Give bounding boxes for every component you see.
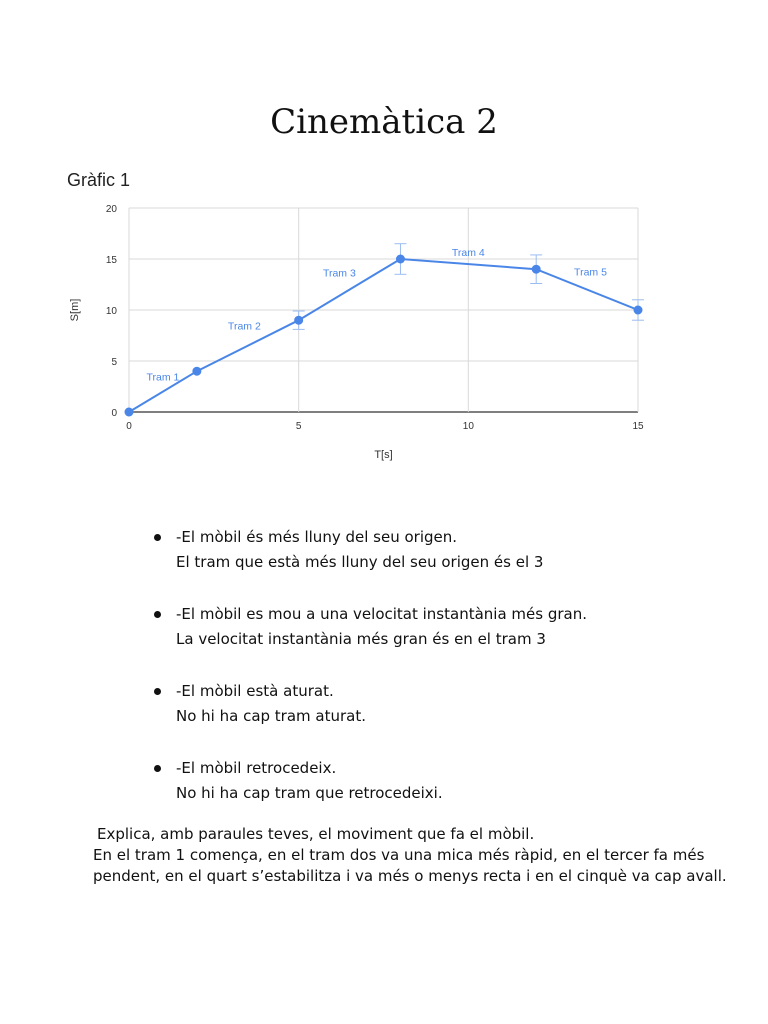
question-text: -El mòbil està aturat. [152,682,712,707]
explanation-prompt: Explica, amb paraules teves, el moviment que fa el mòbil. [97,825,535,843]
x-tick-label: 15 [632,421,644,432]
segment-annotation: Tram 2 [227,320,261,333]
answer-text: No hi ha cap tram aturat. [176,707,367,725]
y-tick-label: 15 [105,255,117,266]
data-point [532,265,541,274]
data-point [294,316,303,325]
data-point [192,367,201,376]
x-axis-label: T[s] [374,449,393,461]
segment-annotation: Tram 4 [451,246,485,259]
data-point [125,408,134,417]
y-tick-label: 10 [105,306,117,317]
question-item [152,528,712,605]
x-tick-label: 10 [462,421,474,432]
chart-title: Gràfic 1 [67,170,131,190]
question-text: -El mòbil és més lluny del seu origen. [152,528,712,553]
explanation-answer: En el tram 1 comença, en el tram dos va una mica més ràpid, en el tercer fa més pendent, en el quart s’estabilitza i va més o menys recta i en el cinquè va cap avall. [93,846,727,885]
segment-annotation: Tram 3 [322,267,356,280]
data-point [634,306,643,315]
y-axis-label: S[m] [69,298,81,322]
question-list [152,528,712,836]
explanation-section [93,824,733,887]
page-title: Cinemàtica 2 [270,102,498,142]
segment-annotation: Tram 5 [574,266,607,279]
answer-text: El tram que està més lluny del seu origen és el 3 [176,553,544,571]
series-line [129,259,638,412]
x-tick-label: 0 [126,421,132,432]
answer-text: La velocitat instantània més gran és en el tram 3 [176,630,546,648]
y-tick-label: 0 [111,408,117,419]
y-tick-label: 5 [111,357,117,368]
question-text: -El mòbil retrocedeix. [152,759,712,784]
question-item [152,605,712,682]
question-text: -El mòbil es mou a una velocitat instantània més gran. [152,605,712,630]
line-chart [60,195,660,470]
y-tick-label: 20 [105,204,117,215]
x-tick-label: 5 [295,421,302,432]
segment-annotation: Tram 1 [146,371,180,384]
question-item [152,682,712,759]
answer-text: No hi ha cap tram que retrocedeixi. [176,784,443,802]
data-point [396,255,405,264]
